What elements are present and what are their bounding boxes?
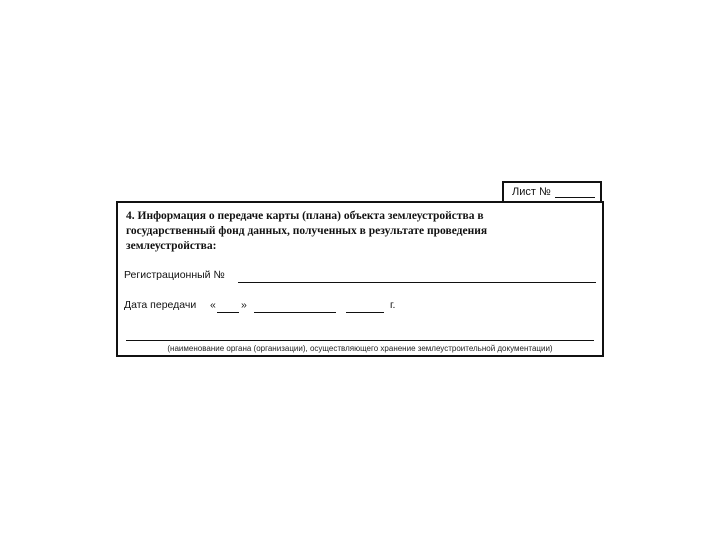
year-suffix: г. (390, 299, 396, 311)
section-title: 4. Информация о передаче карты (плана) объекта землеустройства в государственный фонд данных, полученных в результате проведения землеустройства: (126, 210, 488, 252)
organization-name-line[interactable] (126, 340, 594, 341)
sheet-number-line[interactable] (555, 187, 595, 198)
transfer-day-line[interactable] (217, 312, 239, 313)
registration-number-label: Регистрационный № (124, 269, 225, 281)
sheet-number-box (502, 181, 602, 201)
sheet-number-label: Лист № (512, 186, 551, 198)
registration-number-line[interactable] (238, 282, 596, 283)
organization-caption: (наименование органа (организации), осуществляющего хранение землеустроительной документации) (167, 344, 553, 353)
transfer-year-line[interactable] (346, 312, 384, 313)
quote-open: « (210, 299, 216, 311)
quote-close: » (241, 299, 247, 311)
transfer-info-frame (116, 201, 604, 357)
transfer-date-label: Дата передачи (124, 299, 197, 311)
transfer-month-line[interactable] (254, 312, 336, 313)
